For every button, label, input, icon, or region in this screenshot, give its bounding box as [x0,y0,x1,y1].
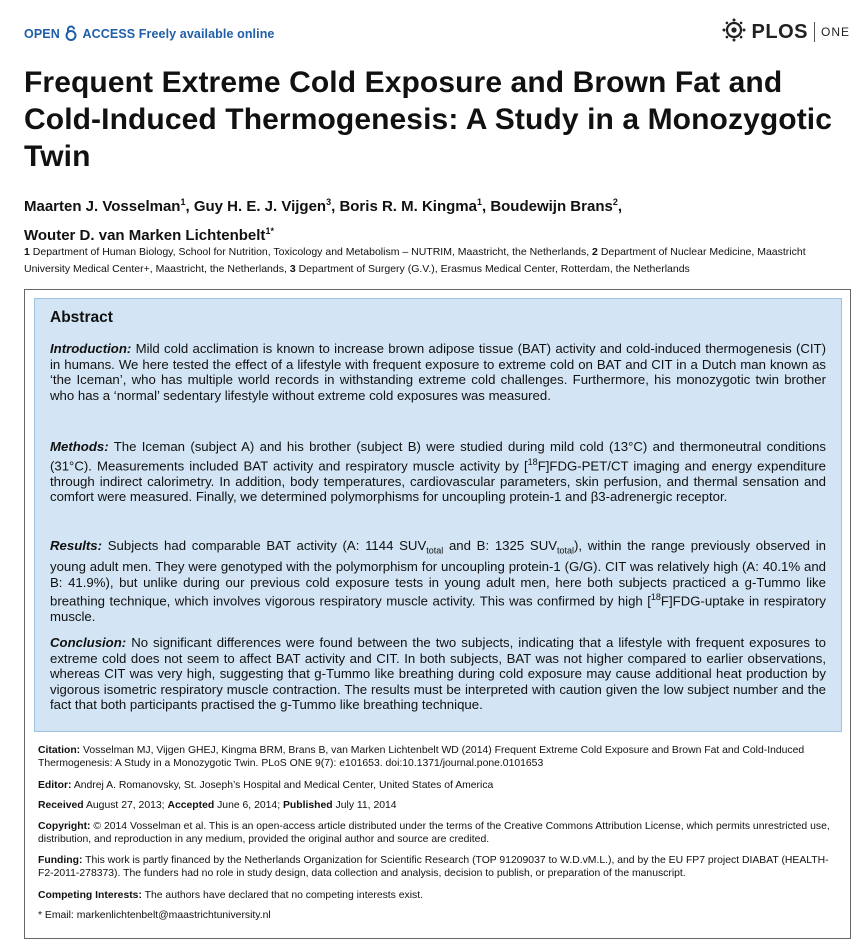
conclusion-label: Conclusion: [50,635,127,650]
competing-label: Competing Interests: [38,890,142,901]
author-list: Maarten J. Vosselman$^1$, Guy H. E. J. Vijgen$^3$, Boris R. M. Kingma$^1$, Boudewijn Brans$^2$, Wouter D. van Marken Lichtenbelt$^{1*}$ [24,197,623,244]
citation-label: Citation: [38,745,81,756]
conclusion-text: No significant differences were found between the two subjects, indicating that a lifestyle with frequent exposures to extreme cold does not seem to affect BAT activity and CIT. In both subjects, BAT was not higher compared to earlier observations, whereas CIT was very high, suggesting that g-Tummo like breathing during cold exposure may cause additional heat production by vigorous isometric respiratory muscle contraction. The results must be interpreted with caution given the low subject number and the fact that both participants practised the g-Tummo like breathing technique. [50,635,826,713]
author-affiliation-marker: 3 [326,197,332,207]
affiliation-number: 2 [592,246,598,258]
editor-text: Andrej A. Romanovsky, St. Joseph’s Hospital and Medical Center, United States of America [73,780,494,791]
abstract-conclusion [50,635,826,713]
funding-label: Funding: [38,855,83,866]
open-access-lock-icon [65,25,77,44]
journal-header [24,16,850,48]
competing-text: The authors have declared that no competing interests exist. [144,890,424,901]
author-name[interactable]: Boudewijn Brans [490,198,613,215]
author-affiliation-marker: 1 [476,197,482,207]
affiliation-number: 3 [289,262,296,275]
abstract-introduction [50,341,826,403]
email-link[interactable]: markenlichtenbelt@maastrichtuniversity.nl [76,910,271,921]
methods-text-a: The Iceman (subject A) and his brother (subject B) were studied during mild cold (13°C) and thermoneutral conditions (31°C). Measurements included BAT activity and respiratory muscle activity by [ [50,439,826,473]
corresponding-email [38,909,838,922]
introduction-text: Mild cold acclimation is known to increase brown adipose tissue (BAT) activity and cold-induced thermogenesis (CIT) in humans. We here tested the effect of a lifestyle with frequent exposure to extreme cold on BAT and CIT in a Dutch man known as ‘the Iceman’, who has multiple world records in withstanding extreme cold challenges. Furthermore, his monozygotic twin brother who has a ‘normal’ sedentary lifestyle without extreme cold exposures was measured. [50,341,826,403]
editor [38,779,838,792]
article-title: Frequent Extreme Cold Exposure and Brown Fat and Cold-Induced Thermogenesis: A Study in a Monozygotic Twin [24,66,833,173]
affiliation-text: Department of Surgery (G.V.), Erasmus Medical Center, Rotterdam, the Netherlands [298,262,690,275]
affiliation-number: 1 [24,246,30,258]
access-label: ACCESS [82,27,136,41]
results-sub-b: total [557,545,575,556]
results-label: Results: [50,538,103,553]
received-label: Received [38,800,84,811]
author-affiliation-marker: 1* [265,226,274,236]
abstract-methods [50,439,826,505]
results-text-a: Subjects had comparable BAT activity (A: 1144 SUV [107,538,427,553]
results-text-b: and B: 1325 SUV [443,538,558,553]
affiliation-text: Department of Human Biology, School for Nutrition, Toxicology and Metabolism – NUTRIM, Maastricht, the Netherlands, [32,246,590,258]
author-name[interactable]: Guy H. E. J. Vijgen [193,198,327,215]
plos-seal-icon [722,18,746,47]
affiliations [24,244,854,277]
results-text-d: F]FDG-uptake in respiratory muscle. [50,593,826,625]
copyright-label: Copyright: [38,821,91,832]
funding-text: This work is partly financed by the Netherlands Organization for Scientific Research (TOP 91209037 to W.D.vM.L.), and by the EU FP7 project DIABAT (HEALTH-F2-2011-278373). The funders had no role in study design, data collection and analysis, decision to publish, or preparation of the manuscript. [38,855,829,879]
introduction-label: Introduction: [50,341,132,356]
author-affiliation-marker: 2 [612,197,618,207]
methods-text-b: F]FDG-PET/CT imaging and energy expenditure through indirect calorimetry. In addition, body temperatures, cardiovascular parameters, skin perfusion, and thermal sensation and comfort were measured. Finally, we determined polymorphisms for uncoupling protein-1 and β3-adrenergic receptor. [50,457,826,505]
author-name[interactable]: Wouter D. van Marken Lichtenbelt [24,227,266,244]
funding [38,854,838,880]
journal-name: ONE [820,25,850,39]
competing-interests [38,889,838,902]
results-isotope-sup: 18 [650,592,661,603]
copyright-text: © 2014 Vosselman et al. This is an open-access article distributed under the terms of the Creative Commons Attribution License, which permits unrestricted use, distribution, and reproduction in any medium, provided the original author and source are credited. [38,821,830,845]
logo-divider [814,22,815,42]
author-name[interactable]: Maarten J. Vosselman [24,198,181,215]
results-text-c: ), within the range previously observed in young adult men. They were genotyped with the polymorphism for uncoupling protein-1 (G/G). CIT was relatively high (A: 40.1% and B: 41.9%), but unlike during our previous cold exposure tests in young adult men, here both subjects practiced a g-Tummo like breathing technique, which involves vigorous respiratory muscle activity. This was confirmed by high [ [50,538,826,609]
received-date: August 27, 2013; [85,800,165,811]
accepted-date: June 6, 2014; [217,800,281,811]
published-date: July 11, 2014 [335,800,397,811]
published-label: Published [282,800,333,811]
freely-available-label: Freely available online [138,27,275,41]
abstract-heading: Abstract [50,309,113,326]
results-sub-a: total [426,545,444,556]
author-name[interactable]: Boris R. M. Kingma [339,198,477,215]
methods-label: Methods: [50,439,109,454]
open-label: OPEN [24,27,60,41]
citation-text[interactable]: Vosselman MJ, Vijgen GHEJ, Kingma BRM, Brans B, van Marken Lichtenbelt WD (2014) Frequent Extreme Cold Exposure and Brown Fat and Cold-Induced Thermogenesis: A Study in a Monozygotic Twin. PLoS ONE 9(7): e101653. doi:10.1371/journal.pone.0101653 [38,745,805,769]
email-label: * Email: [38,910,74,921]
editor-label: Editor: [38,780,72,791]
methods-isotope-sup: 18 [527,456,538,467]
plos-one-logo [722,16,850,48]
plos-wordmark: PLOS [751,20,808,43]
open-access-banner [24,25,275,44]
author-affiliation-marker: 1 [180,197,186,207]
copyright [38,820,838,846]
citation [38,744,838,770]
abstract-results [50,538,826,625]
accepted-label: Accepted [167,800,215,811]
affiliation-text: Department of Nuclear Medicine, Maastricht University Medical Center+, Maastricht, the Netherlands, [24,246,806,275]
publication-dates [38,799,838,812]
